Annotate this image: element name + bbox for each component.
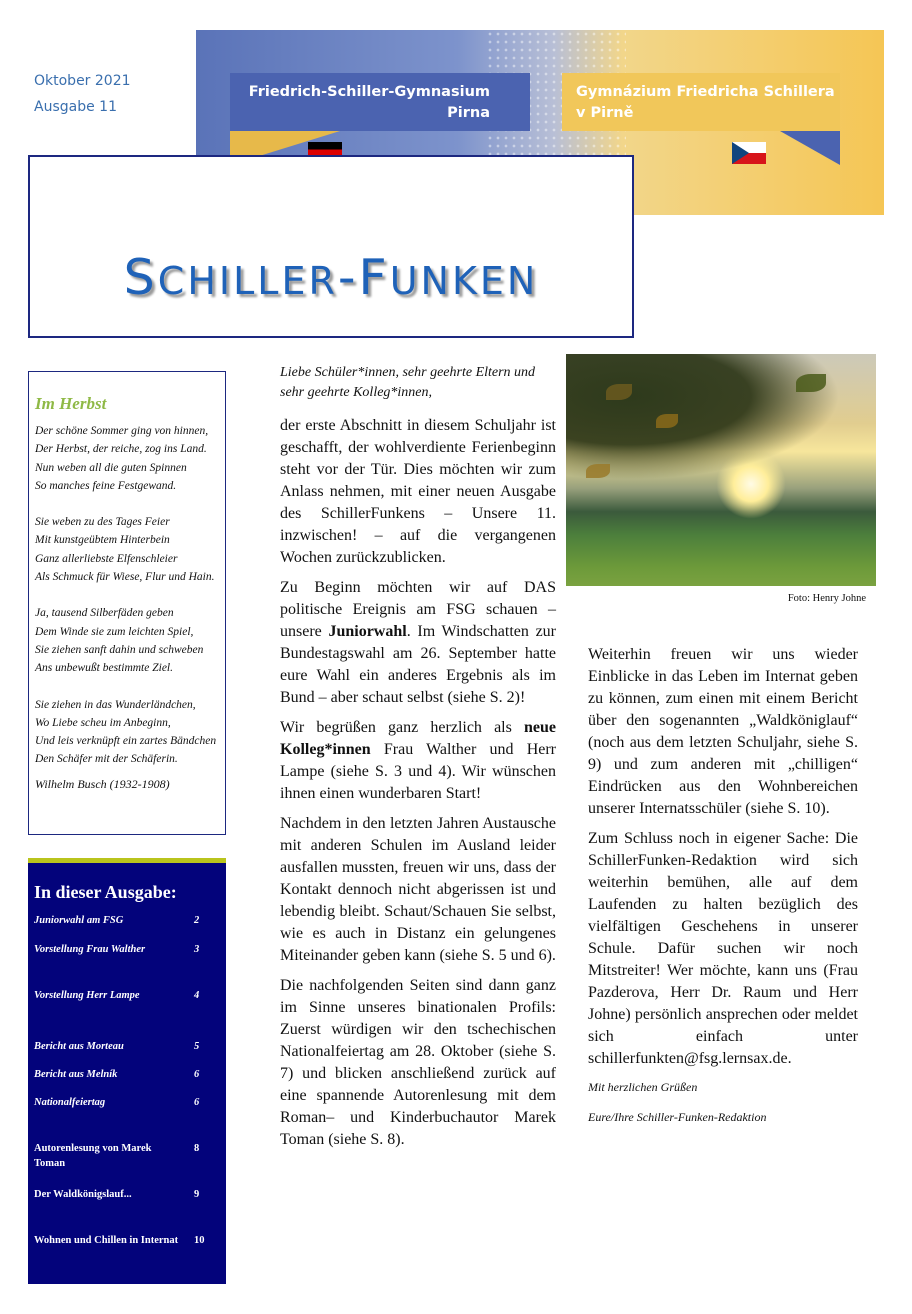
title-box — [28, 155, 634, 338]
paragraph: Nachdem in den letzten Jahren Austausche mit anderen Schulen im Ausland leider ausfallen mussten, freuen wir uns, dass der Kontakt dennoch nicht abgerissen ist und lebendig bleibt. Schaut/Schauen Sie selbst, wie es auch in Distanz ein gelungenes Miteinander geben kann (siehe S. 5 und 6). — [280, 815, 556, 964]
issue-number: Ausgabe 11 — [34, 99, 117, 115]
toc-title: In dieser Ausgabe: — [34, 882, 177, 902]
photo-credit: Foto: Henry Johne — [787, 593, 866, 604]
school-name-de: Friedrich-Schiller-Gymnasium Pirna — [248, 84, 490, 121]
paragraph: Wir begrüßen ganz herzlich als neue Kolleg*innen Frau Walther und Herr Lampe (siehe S. 3 und 4). Wir wünschen ihnen einen wunderbaren Start! — [280, 719, 556, 802]
paragraph: Die nachfolgenden Seiten sind dann ganz im Sinne unseres binationalen Profils: Zuerst würdigen wir den tschechischen Nationalfeiertag am 28. Oktober (siehe S. 7) und blicken anschließend zurück auf eine spannende Autorenlesung mit dem Roman– und Kinderbuchautor Marek Toman (siehe S. 8). — [280, 977, 556, 1148]
issue-info — [34, 68, 131, 120]
poem-stanza: Ja, tausend Silberfäden geben Dem Winde sie zum leichten Spiel, Sie ziehen sanft dahin und schweben Ans unbewußt bestimmte Ziel. — [35, 607, 204, 675]
poem-stanza: Sie weben zu des Tages Feier Mit kunstgeübtem Hinterbein Ganz allerliebste Elfenschleier Als Schmuck für Wiese, Flur und Hain. — [35, 516, 215, 584]
table-of-contents: In dieser Ausgabe: Juniorwahl am FSG 2 Vorstellung Frau Walther 3 Vorstellung Herr Lampe 4 Bericht aus Morteau 5 Bericht aus Melník 6 Nationalfeiertag 6 Autorenlesung von Marek Toman 8 Der Waldkönigslauf... 9 Wohnen und Chillen in Internat 10 — [28, 858, 226, 1284]
paragraph: Zum Schluss noch in eigener Sache: Die SchillerFunken-Redaktion wird sich weiterhin bemühen, alle auf dem Laufenden zu halten bezüglich des vielfältigen Geschehens in unserer Schule. Dafür suchen wir noch Mitstreiter! Wer möchte, kann uns (Frau Pazderova, Herr Dr. Raum und Herr Johne) persönlich ansprechen oder meldet sich einfach unter schillerfunkten@fsg.lernsax.de. — [588, 830, 858, 1067]
closing-signature: Eure/Ihre Schiller-Funken-Redaktion — [588, 1110, 767, 1124]
paragraph: Weiterhin freuen wir uns wieder Einblicke in das Leben im Internat geben zu können, zum einen mit einem Bericht über den sogenannten „Waldköniglauf“ (noch aus dem letzten Schuljahr, siehe S. 9) und zum anderen mit „chilligen“ Eindrücken aus den Wohnbereichen unserer Internatsschüler (siehe S. 10). — [588, 646, 858, 817]
newsletter-title: SCHILLER-FUNKEN — [123, 249, 539, 306]
poem-stanza: Der schöne Sommer ging von hinnen, Der Herbst, der reiche, zog ins Land. Nun weben all die guten Spinnen So manches feine Festgewand. — [35, 425, 209, 492]
poem-stanza: Sie ziehen in das Wunderländchen, Wo Liebe scheu im Anbeginn, Und leis verknüpft ein zartes Bändchen Den Schäfer mit der Schäferin. — [35, 698, 217, 766]
salutation: Liebe Schüler*innen, sehr geehrte Eltern und sehr geehrte Kolleg*innen, — [280, 365, 536, 400]
editorial-column-left — [280, 363, 556, 1159]
poem-box — [28, 371, 226, 835]
issue-month: Oktober 2021 — [34, 73, 131, 89]
editorial-column-right — [588, 644, 858, 1126]
poem-title: Im Herbst — [35, 394, 107, 413]
paragraph: Zu Beginn möchten wir auf DAS politische Ereignis am FSG schauen – unsere Juniorwahl. Im Windschatten zur Bundestagswahl am 26. September hatte eure Wahl ein anderes Ergebnis als im Bund – aber schaut selbst (siehe S. 2)! — [280, 579, 556, 706]
autumn-photo — [566, 354, 876, 586]
paragraph: der erste Abschnitt in diesem Schuljahr ist geschafft, der wohlverdiente Ferienbeginn steht vor der Tür. Dies möchten wir zum Anlass nehmen, mit einer neuen Ausgabe des SchillerFunkens – Unsere 11. inzwischen! – auf die vergangenen Wochen zurückzublicken. — [280, 417, 556, 566]
czech-flag-icon — [732, 142, 766, 164]
school-name-cz: Gymnázium Friedricha Schillera v Pirně — [576, 84, 835, 121]
poem-author: Wilhelm Busch (1932-1908) — [35, 776, 170, 791]
closing-greeting: Mit herzlichen Grüßen — [588, 1080, 698, 1094]
